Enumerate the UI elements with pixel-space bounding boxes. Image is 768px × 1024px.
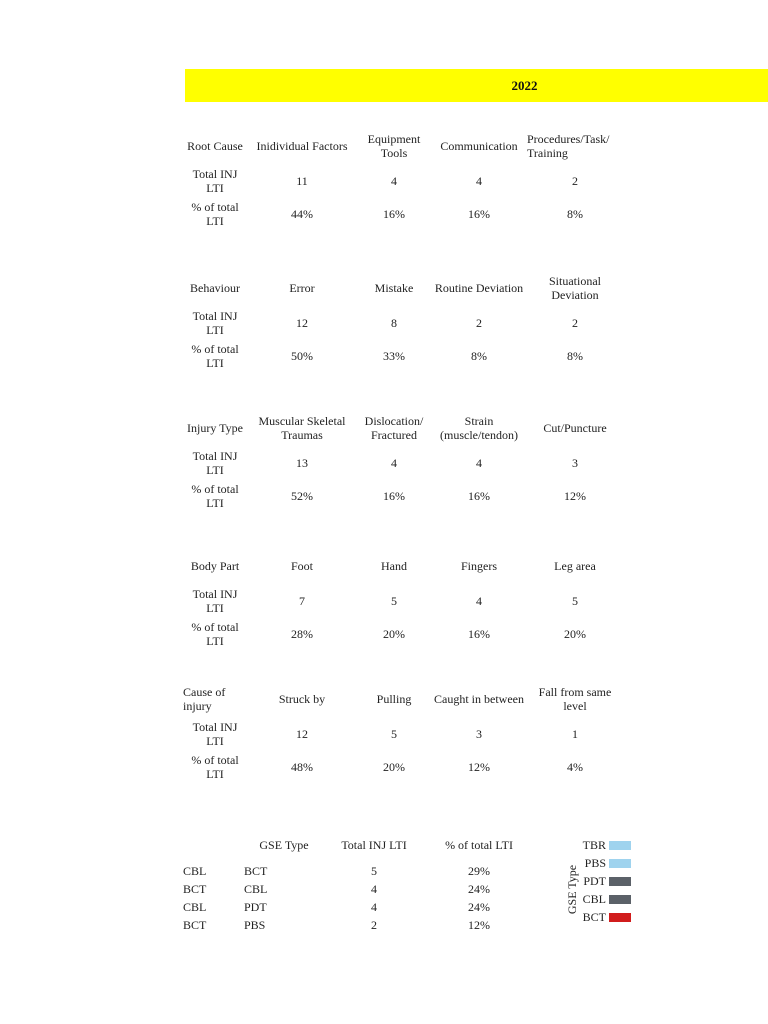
table-cell: 11 — [296, 173, 308, 188]
table-cell: 16% — [468, 488, 490, 503]
table-cell: 20% — [383, 626, 405, 641]
table-cell: 4% — [567, 759, 583, 774]
stat-table — [183, 548, 623, 650]
table-cell: 8% — [471, 348, 487, 363]
table-cell: 16% — [468, 626, 490, 641]
gse-cell: 12% — [468, 918, 490, 932]
table-cell: 13 — [296, 455, 308, 470]
gse-cell: CBL — [183, 864, 207, 878]
header-cell: Foot — [290, 559, 313, 573]
legend-item — [582, 910, 631, 925]
table-cell: 44% — [291, 206, 313, 221]
row-label: % of total LTI — [191, 619, 239, 648]
gse-row — [183, 916, 543, 934]
table-header-row — [183, 410, 623, 446]
header-cell: Strain (muscle/tendon) — [440, 414, 518, 442]
gse-cell: 29% — [468, 864, 490, 878]
gse-cell: BCT — [183, 918, 207, 932]
gse-cell: 4 — [371, 882, 377, 896]
table-cell: 5 — [572, 593, 578, 608]
header-cell: Equipment Tools — [367, 132, 421, 160]
table-header-row — [183, 681, 623, 717]
legend-label: CBL — [582, 892, 606, 906]
table-cell: 8 — [391, 315, 397, 330]
header-cell: Dislocation/ Fractured — [364, 414, 424, 442]
gse-chart-legend — [560, 838, 640, 938]
table-cell: 16% — [468, 206, 490, 221]
legend-swatch — [609, 841, 631, 850]
table-row — [183, 584, 623, 617]
legend-swatch — [609, 877, 631, 886]
stat-table — [183, 681, 623, 783]
gse-row — [183, 898, 543, 916]
table-cell: 4 — [476, 455, 482, 470]
header-cell: Cut/Puncture — [543, 421, 607, 435]
table-cell: 12% — [564, 488, 586, 503]
table-cell: 8% — [567, 348, 583, 363]
table-cell: 50% — [291, 348, 313, 363]
gse-cell: PBS — [244, 918, 266, 932]
header-cell: Mistake — [374, 281, 414, 295]
table-cell: 28% — [291, 626, 313, 641]
header-cell: Fall from same level — [538, 685, 612, 713]
legend-label: TBR — [582, 838, 606, 852]
header-cell: Caught in between — [434, 692, 524, 706]
table-row — [183, 717, 623, 750]
table-header-row — [183, 128, 623, 164]
table-cell: 5 — [391, 726, 397, 741]
header-cell: Hand — [381, 559, 407, 573]
legend-swatch — [609, 913, 631, 922]
gse-cell: PDT — [244, 900, 267, 914]
table-cell: 4 — [391, 455, 397, 470]
legend-item — [582, 856, 631, 871]
header-cell: Body Part — [190, 559, 240, 573]
table-cell: 3 — [572, 455, 578, 470]
table-header-row — [183, 548, 623, 584]
table-header-row — [183, 270, 623, 306]
table-cell: 52% — [291, 488, 313, 503]
header-cell: Pulling — [376, 692, 412, 706]
row-label: Total INJ LTI — [192, 448, 238, 477]
table-cell: 4 — [476, 173, 482, 188]
gse-cell: 4 — [371, 900, 377, 914]
row-label: % of total LTI — [191, 199, 239, 228]
gse-cell: 5 — [371, 864, 377, 878]
gse-cell: 24% — [468, 900, 490, 914]
legend-label: PDT — [583, 874, 606, 888]
gse-cell: CBL — [244, 882, 268, 896]
header-cell: Situational Deviation — [549, 274, 601, 302]
table-cell: 20% — [564, 626, 586, 641]
legend-swatch — [609, 895, 631, 904]
legend-item — [582, 892, 631, 907]
gse-row — [183, 880, 543, 898]
table-cell: 2 — [572, 315, 578, 330]
gse-header-cell: % of total LTI — [445, 838, 513, 852]
table-row — [183, 479, 623, 512]
gse-row — [183, 862, 543, 880]
header-cell: Error — [289, 281, 315, 295]
table-cell: 20% — [383, 759, 405, 774]
year-label: 2022 — [511, 77, 538, 93]
table-cell: 33% — [383, 348, 405, 363]
header-cell: Muscular Skeletal Traumas — [258, 414, 346, 442]
legend-swatch — [609, 859, 631, 868]
header-cell: Fingers — [461, 559, 497, 573]
gse-header-row — [183, 828, 543, 862]
gse-cell: BCT — [244, 864, 268, 878]
table-row — [183, 446, 623, 479]
header-cell: Leg area — [554, 559, 596, 573]
row-label: Total INJ LTI — [192, 586, 238, 615]
gse-header-cell: Total INJ LTI — [341, 838, 407, 852]
legend-item — [582, 874, 631, 889]
table-cell: 48% — [291, 759, 313, 774]
header-cell: Cause of injury — [183, 685, 226, 713]
table-cell: 5 — [391, 593, 397, 608]
row-label: % of total LTI — [191, 341, 239, 370]
table-cell: 7 — [299, 593, 305, 608]
table-row — [183, 164, 623, 197]
header-cell: Procedures/Task/ Training — [527, 132, 610, 160]
header-cell: Behaviour — [190, 281, 240, 295]
table-cell: 12 — [296, 726, 308, 741]
year-banner — [185, 69, 768, 102]
table-cell: 16% — [383, 206, 405, 221]
stat-table — [183, 270, 623, 372]
table-row — [183, 617, 623, 650]
gse-cell: 2 — [371, 918, 377, 932]
table-cell: 3 — [476, 726, 482, 741]
table-cell: 16% — [383, 488, 405, 503]
header-cell: Routine Deviation — [434, 281, 524, 295]
header-cell: Struck by — [278, 692, 326, 706]
table-cell: 1 — [572, 726, 578, 741]
legend-label: BCT — [582, 910, 606, 924]
table-cell: 12% — [468, 759, 490, 774]
stat-table — [183, 410, 623, 512]
stat-table — [183, 128, 623, 230]
legend-label: PBS — [584, 856, 606, 870]
gse-header-cell: GSE Type — [259, 838, 309, 852]
table-cell: 2 — [572, 173, 578, 188]
row-label: % of total LTI — [191, 481, 239, 510]
table-row — [183, 197, 623, 230]
table-row — [183, 339, 623, 372]
row-label: % of total LTI — [191, 752, 239, 781]
header-cell: Injury Type — [187, 421, 243, 435]
table-cell: 8% — [567, 206, 583, 221]
table-row — [183, 306, 623, 339]
row-label: Total INJ LTI — [192, 166, 238, 195]
legend-axis-title: GSE Type — [565, 864, 580, 915]
gse-cell: CBL — [183, 900, 207, 914]
row-label: Total INJ LTI — [192, 719, 238, 748]
table-row — [183, 750, 623, 783]
row-label: Total INJ LTI — [192, 308, 238, 337]
table-cell: 12 — [296, 315, 308, 330]
header-cell: Root Cause — [187, 139, 243, 153]
table-cell: 4 — [391, 173, 397, 188]
gse-table — [183, 828, 543, 934]
gse-cell: 24% — [468, 882, 490, 896]
header-cell: Communication — [440, 139, 518, 153]
header-cell: Inidividual Factors — [256, 139, 348, 153]
table-cell: 4 — [476, 593, 482, 608]
table-cell: 2 — [476, 315, 482, 330]
legend-item — [582, 838, 631, 853]
gse-cell: BCT — [183, 882, 207, 896]
